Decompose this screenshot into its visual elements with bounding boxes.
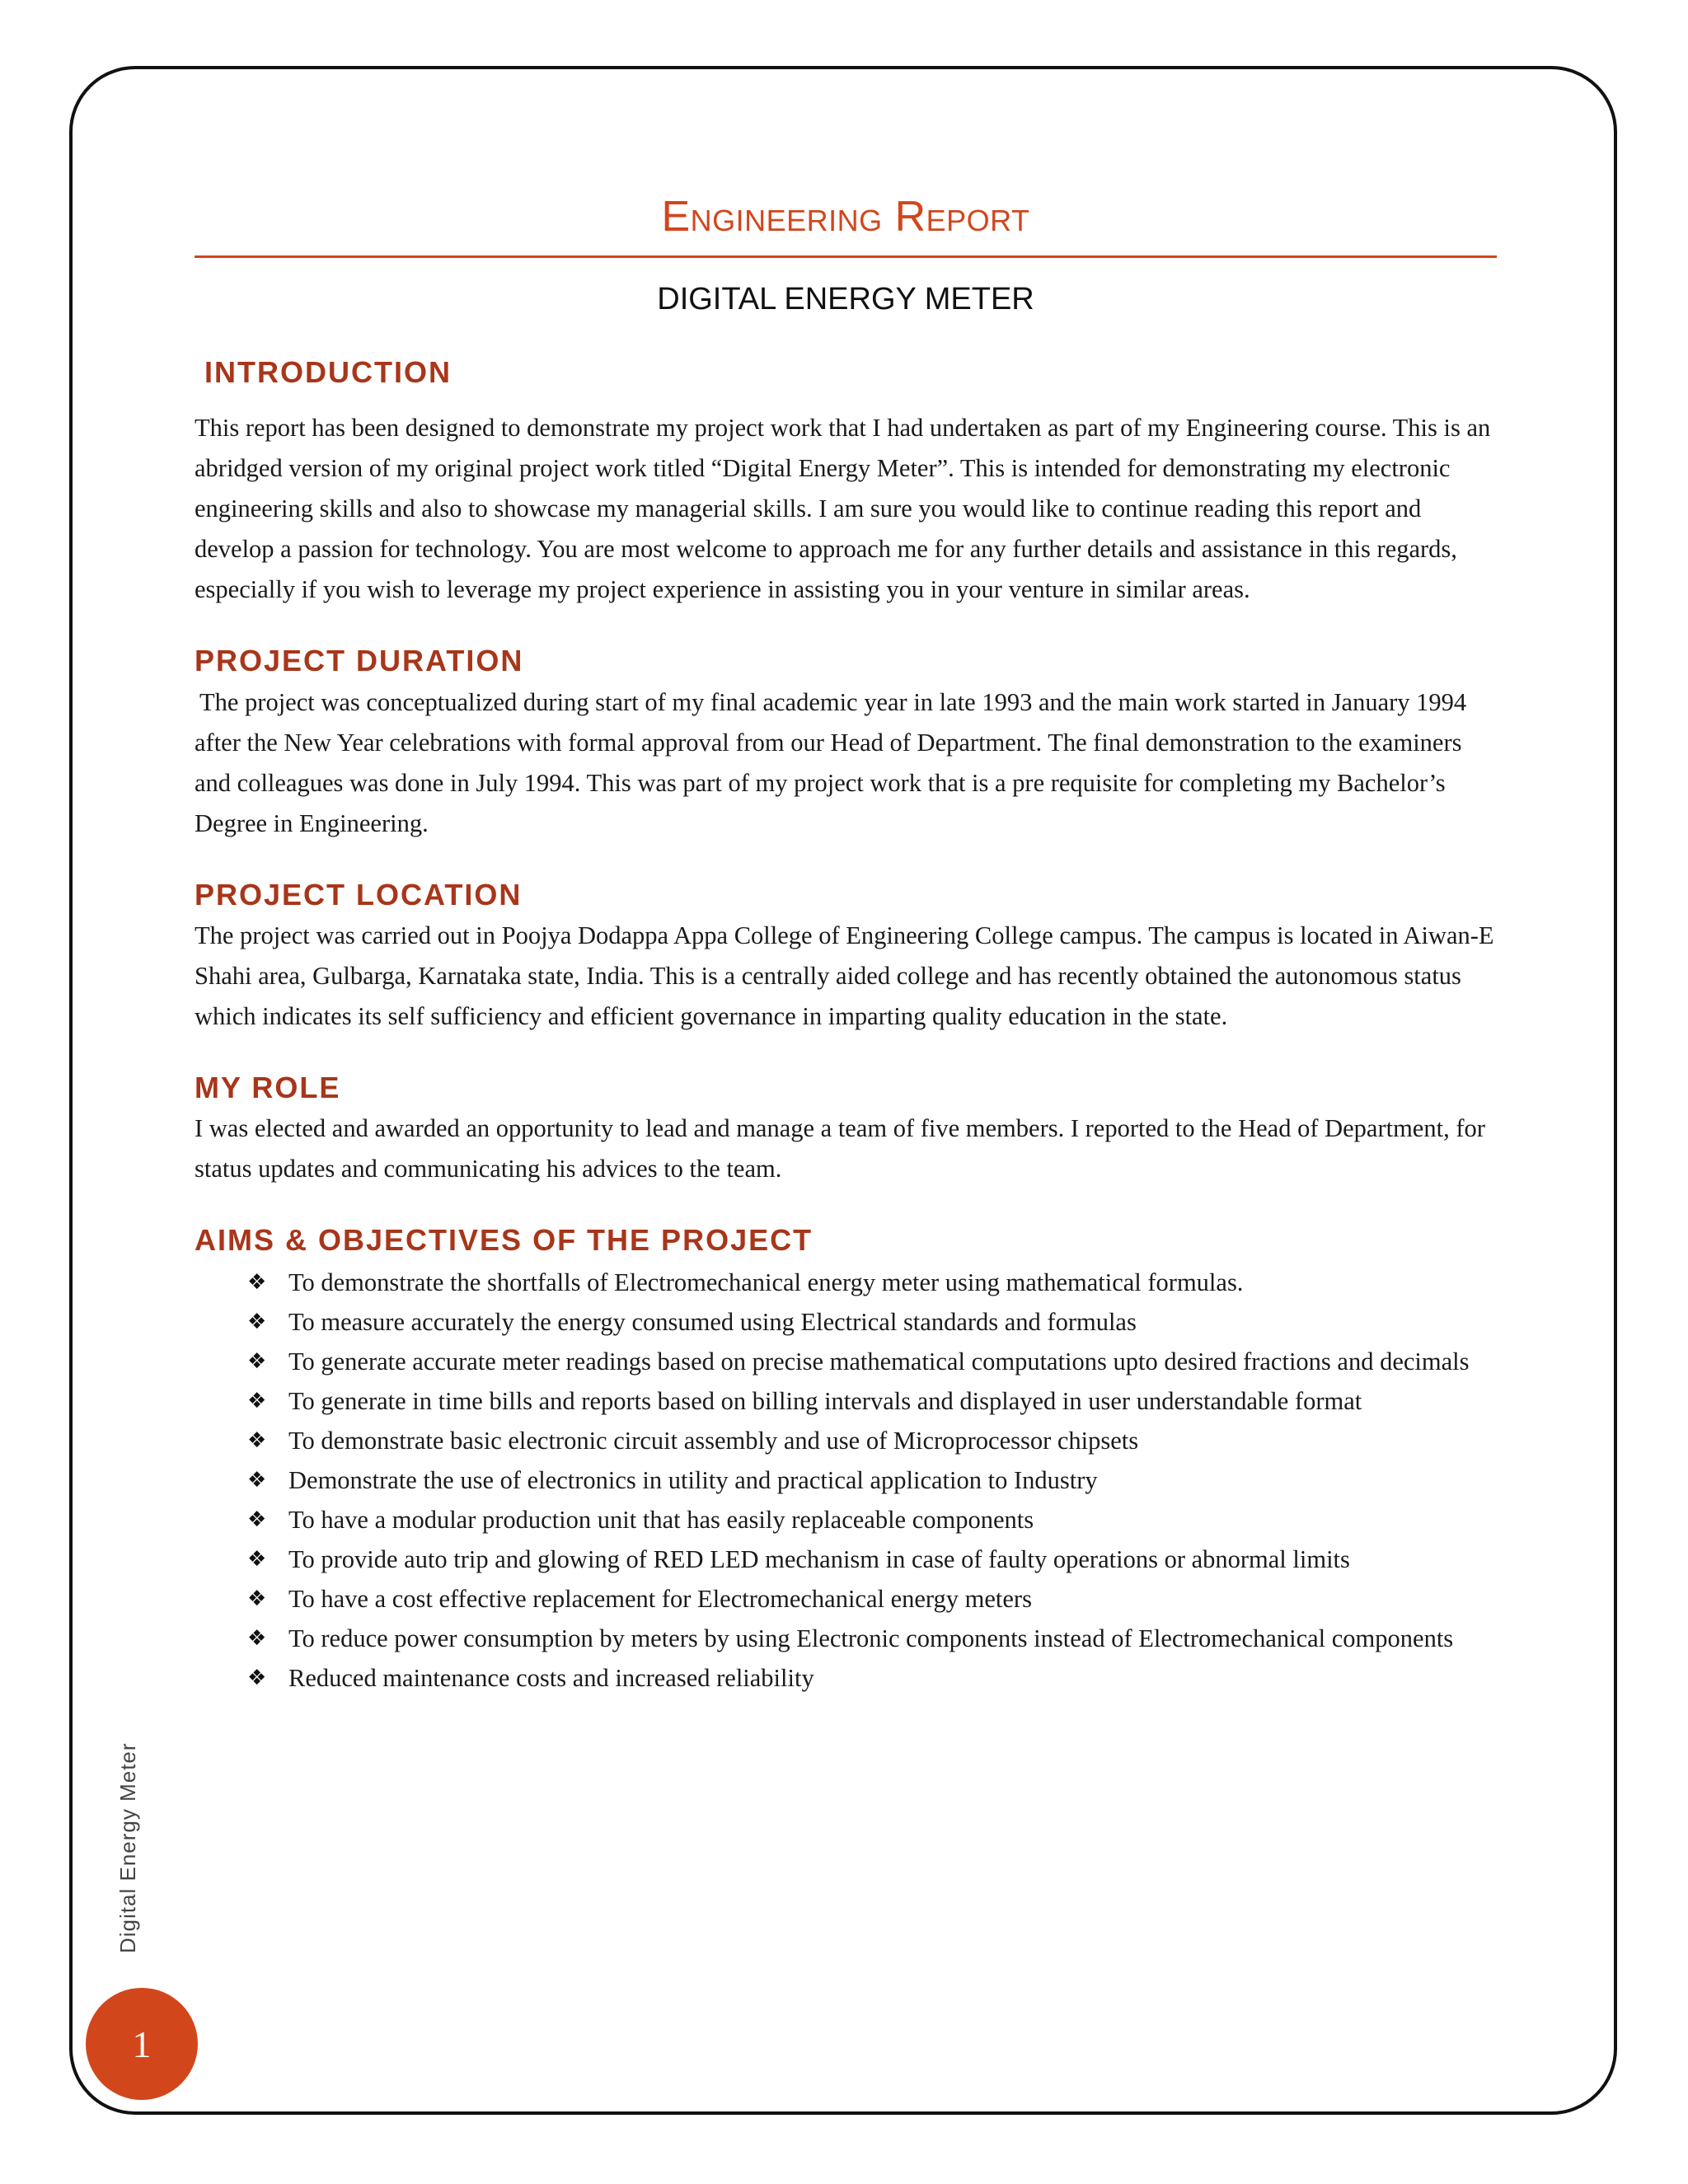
list-item: ❖ To demonstrate basic electronic circuit assembly and use of Microprocessor chipsets xyxy=(247,1421,1497,1460)
diamond-bullet-icon: ❖ xyxy=(247,1310,267,1335)
page-number-badge xyxy=(86,1988,198,2100)
title-divider xyxy=(195,255,1497,258)
page-number: 1 xyxy=(132,2022,152,2065)
introduction-text: This report has been designed to demonstrate my project work that I had undertaken as part of my Engineering course. This is an abridged version of my original project work titled “Digital Energy Meter”. This is intended for demonstrating my electronic engineering skills and also to showcase my managerial skills. I am sure you would like to continue reading this report and develop a passion for technology. You are most welcome to approach me for any further details and assistance in this regards, especially if you wish to leverage my project experience in assisting you in your venture in similar areas. xyxy=(195,414,1491,604)
report-title: Engineering Report xyxy=(661,193,1030,241)
location-text: The project was carried out in Poojya Dodappa Appa College of Engineering College campus. The campus is located in Aiwan-E Shahi area, Gulbarga, Karnataka state, India. This is a centrally aided college and has recently obtained the autonomous status which indicates its self sufficiency and efficient governance in imparting quality education in the state. xyxy=(195,921,1494,1030)
list-item: ❖ To generate in time bills and reports based on billing intervals and displayed in user understandable format xyxy=(247,1381,1497,1421)
list-item: ❖ To provide auto trip and glowing of RED LED mechanism in case of faulty operations or abnormal limits xyxy=(247,1540,1497,1579)
diamond-bullet-icon: ❖ xyxy=(247,1507,267,1533)
diamond-bullet-icon: ❖ xyxy=(247,1547,267,1572)
list-item: ❖ Reduced maintenance costs and increased reliability xyxy=(247,1658,1497,1698)
list-item: ❖ To have a modular production unit that has easily replaceable components xyxy=(247,1500,1497,1540)
diamond-bullet-icon: ❖ xyxy=(247,1389,267,1414)
diamond-bullet-icon: ❖ xyxy=(247,1586,267,1612)
list-item: ❖ To demonstrate the shortfalls of Electromechanical energy meter using mathematical formulas. xyxy=(247,1263,1497,1302)
list-item: ❖ To generate accurate meter readings based on precise mathematical computations upto desired fractions and decimals xyxy=(247,1342,1497,1381)
report-content xyxy=(195,190,1497,1698)
report-subtitle: DIGITAL ENERGY METER xyxy=(657,281,1034,316)
duration-heading: PROJECT DURATION xyxy=(195,644,524,678)
diamond-bullet-icon: ❖ xyxy=(247,1666,267,1691)
diamond-bullet-icon: ❖ xyxy=(247,1626,267,1652)
diamond-bullet-icon: ❖ xyxy=(247,1349,267,1375)
aims-heading: AIMS & OBJECTIVES OF THE PROJECT xyxy=(195,1222,814,1257)
introduction-heading: INTRODUCTION xyxy=(204,355,452,390)
location-heading: PROJECT LOCATION xyxy=(195,877,523,912)
list-item: ❖ To measure accurately the energy consumed using Electrical standards and formulas xyxy=(247,1302,1497,1342)
side-document-label: Digital Energy Meter xyxy=(115,1742,140,1953)
duration-text: The project was conceptualized during start of my final academic year in late 1993 and the main work started in January 1994 after the New Year celebrations with formal approval from our Head of Department. The final demonstration to the examiners and colleagues was done in July 1994. This was part of my project work that is a pre requisite for completing my Bachelor’s Degree in Engineering. xyxy=(195,687,1467,837)
diamond-bullet-icon: ❖ xyxy=(247,1428,267,1454)
aims-list xyxy=(247,1263,1497,1698)
list-item: ❖ To reduce power consumption by meters by using Electronic components instead of Electromechanical components xyxy=(247,1619,1497,1658)
diamond-bullet-icon: ❖ xyxy=(247,1468,267,1493)
diamond-bullet-icon: ❖ xyxy=(247,1270,267,1296)
role-heading: MY ROLE xyxy=(195,1070,341,1104)
role-text: I was elected and awarded an opportunity to lead and manage a team of five members. I reported to the Head of Department, for status updates and communicating his advices to the team. xyxy=(195,1113,1485,1183)
list-item: ❖ Demonstrate the use of electronics in utility and practical application to Industry xyxy=(247,1460,1497,1500)
list-item: ❖ To have a cost effective replacement for Electromechanical energy meters xyxy=(247,1579,1497,1619)
